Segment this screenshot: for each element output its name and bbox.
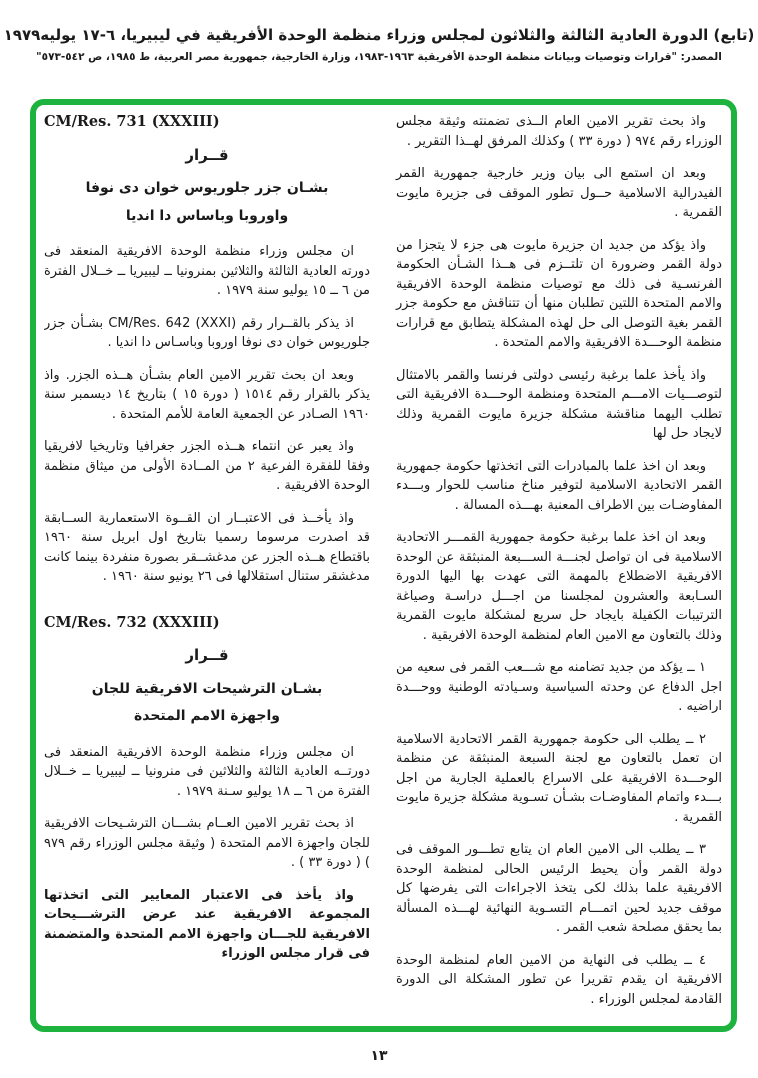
resolution-subtitle-block [44,680,370,727]
paragraph: واذ يؤكد من جديد ان جزيرة مايوت هى جزء لا يتجزا من دولة القمر وضرورة ان تلتــزم فى هــذا الشـأن الحكومة الفرنسـية فى ذلك مع توصيات منظمة الوحدة الافريقية والامم المتحدة اللتين تطلبان منها أن تتناقش مع حكومة جزر القمر بغية التوصل الى حل لهذه المشكلة يتطابق مع قرارات منظمة الوحـــدة الافريقية والامم المتحدة . [396,237,722,350]
resolution-section-731 [44,112,370,587]
resolution-heading: قــرار [185,646,229,664]
paragraph: واذ بحث تقرير الامين العام الــذى تضمنته وثيقة مجلس الوزراء رقم ٩٧٤ ( دورة ٣٣ ) وكذلك المرفق لهــذا التقرير . [396,114,722,149]
header-title: (تابع) الدورة العادية الثالثة والثلاثون لمجلس وزراء منظمة الوحدة الأفريقية في ليبيريا، ٦-١٧ يوليه١٩٧٩ [3,26,755,44]
paragraph: ان مجلس وزراء منظمة الوحدة الافريقية المنعقد فى دورتــه العادية الثالثة والثلاثين فى منرونيا ــ ليبيريا ــ خــلال الفترة من ٦ ــ ١٨ يوليو سـنة ١٩٧٩ . [44,744,370,799]
paragraph: وبعد ان بحث تقرير الامين العام بشـأن هــذه الجزر. واذ يذكر بالقرار رقم ١٥١٤ ( دورة ١٥ ) بتاريخ ١٤ ديسمبر سنة ١٩٦٠ الصـادر عن الجمعية العامة للأمم المتحدة . [44,367,371,422]
two-column-body [44,112,722,1017]
paragraph: وبعد ان استمع الى بيان وزير خارجية جمهورية القمر الفيدرالية الاسلامية حــول تطور الموقف فى جزيرة مايوت القمرية . [396,166,722,220]
resolution-subtitle: بشـان جزر جلوريوس خوان دى نوفا [85,180,329,196]
resolution-subtitle-block [44,179,370,226]
paragraph: ٤ ــ يطلب فى النهاية من الامين العام لمنظمة الوحدة الافريقية ان يقدم تقريرا عن تطور المشكلة الى الدورة القادمة لمجلس الوزراء . [396,952,722,1007]
resolution-code: CM/Res. 731 (XXXIII) [44,113,220,130]
paragraph: اذ يذكر بالقــرار رقم CM/Res. 642 (XXXI) بشـأن جزر جلوريوس خوان دى نوفا اوروبا وباسـاس دا انديا . [44,315,370,350]
paragraph: وبعد ان اخذ علما بالمبادرات التى اتخذتها حكومة جمهورية القمر الاتحادية الاسلامية لتوفير مناخ مناسب للحوار وبـــدء المفاوضـات بين الاطراف المعنية بهـــذه المسالة . [396,458,722,513]
resolution-subtitle: واوروبا وباساس دا انديا [125,207,289,224]
paragraph: ان مجلس وزراء منظمة الوحدة الافريقية المنعقد فى دورته العادية الثالثة والثلاثين بمنرونيا ــ ليبيريا ــ خــلال الفترة من ٦ ــ ١٥ يوليو سنة ١٩٧٩ . [44,244,370,298]
resolution-heading: قــرار [185,145,229,164]
left-column [44,112,370,1017]
paragraph: واذ يعبر عن انتماء هــذه الجزر جغرافيا وتاريخيا لافريقيا وفقا للفقرة الفرعية ٢ من المــادة الأولى من ميثاق منظمة الوحدة الافريقية . [44,439,370,493]
paragraph: وبعد ان اخذ علما برغبة حكومة جمهورية القمـــر الاتحادية الاسلامية فى ان تواصل لجنـــة الســـبعة المنبثقة عن الوحدة الافريقية الاضطلاع بالمهمة التى عهدت بها اليها الدورة السـابعة والعشرون لمجلسنا من اجـــل دراسـة وصياغة الترتيبات الكفيلة بايجاد حل سريع لمشكلة مايوت القمرية وذلك بالتعاون مع الامين العام لمنظمة الوحدة الافريقية . [396,530,722,643]
paragraph: واذ يأخذ فى الاعتبار المعايير التى اتخذتها المجموعة الافريقية عند عرض الترشـــيحات الافريقية للجـــان واجهزة الامم المتحدة والمتضمنة فى قرار مجلس الوزراء [44,887,370,961]
paragraph: اذ بحث تقرير الامين العــام بشـــان الترشـيحات الافريقية للجان واجهزة الامم المتحدة ( وثيقة مجلس الوزراء رقم ٩٧٩ ) ( دورة ٣٣ ) . [44,816,370,870]
resolution-subtitle: واجهزة الامم المتحدة [133,708,281,724]
page-number: ١٣ [370,1048,388,1064]
resolution-subtitle: بشـان الترشيحات الافريقية للجان [91,680,323,697]
header-source: المصدر: "قرارات وتوصيات وبيانات منظمة الوحدة الأفريقية ١٩٦٣-١٩٨٣، وزارة الخارجية، جمهورية مصر العربية، ط ١٩٨٥، ص ٥٤٢-٥٧٣" [36,51,722,63]
page-header [0,26,758,63]
right-column [396,112,722,1017]
paragraph: ٣ ــ يطلب الى الامين العام ان يتابع تطـــور الموقف فى دولة القمر وأن يحيط الرئيس الحالى لمنظمة الوحدة الافريقية علما بذلك لكى يتخذ الاجراءات التى يفرضها كل موقف جديد لحين اتمـــام التسـوية النهائية لهـــذه المسألة بما يحقق مصلحة شعب القمر . [396,842,722,935]
paragraph: ١ ــ يؤكد من جديد تضامنه مع شـــعب القمر فى سعيه من اجل الدفاع عن وحدته السياسية وسـيادته الوطنية ووحـــدة اراضيه . [396,660,722,714]
paragraph: واذ يأخذ علما برغبة رئيسى دولتى فرنسا والقمر بالامتثال لتوصـــيات الامـــم المتحدة ومنظمة الوحـــدة الافريقية التى تطلب اليهما مناقشة مشكلة جزيرة مايوت القمرية وذلك لايجاد حل لها [396,367,722,441]
paragraph: ٢ ــ يطلب الى حكومة جمهورية القمر الاتحادية الاسلامية ان تعمل بالتعاون مع لجنة السبعة المنبثقة عن منظمة الوحـــدة الافريقية على الاسراع بالعملية الجارية من اجل بـــدء واتمام المفاوضـات بشـأن تسـوية مشكلة جزيرة مايوت القمرية . [396,731,722,825]
paragraph: واذ يأخــذ فى الاعتبــار ان القــوة الاستعمارية الســابقة قد اصدرت مرسوما رسميا بتاريخ اول ابريل سنة ١٩٦٠ باقتطاع هــذه الجزر عن مدغشــقر بصورة منفردة بينما كانت مدغشقر ستنال استقلالها فى ٢٦ يونيو سنة ١٩٦٠ . [44,510,370,584]
resolution-section-732 [44,613,370,964]
resolution-code: CM/Res. 732 (XXXIII) [44,613,220,631]
